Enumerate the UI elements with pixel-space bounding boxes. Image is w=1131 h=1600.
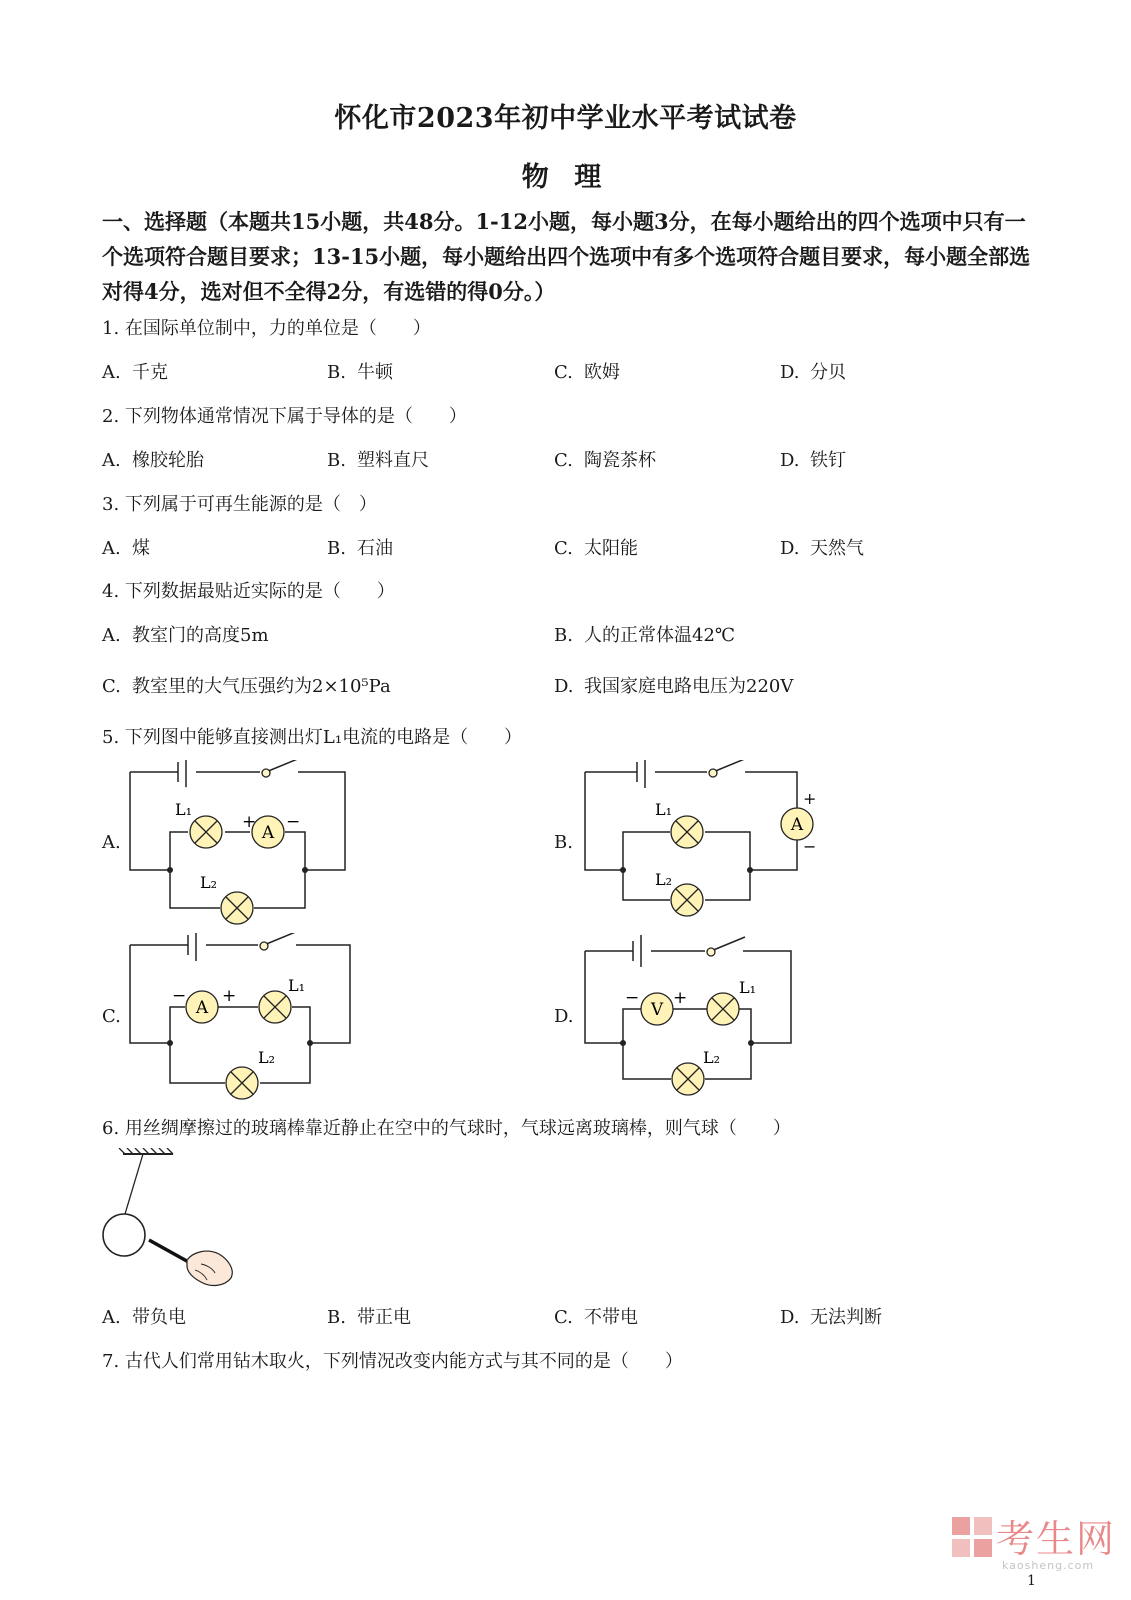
watermark-domain: kaosheng.com — [1002, 1559, 1095, 1572]
question-3-stem: 3. 下列属于可再生能源的是（ ） — [102, 494, 377, 515]
q5-option-b-label: B. — [554, 832, 573, 853]
label-l2: L₂ — [200, 873, 218, 892]
q3-option-a: A. 煤 — [102, 538, 150, 559]
label-l2: L₂ — [258, 1048, 276, 1067]
q2-option-d: D. 铁钉 — [780, 450, 846, 471]
svg-text:+: + — [673, 988, 688, 1008]
q1-option-d: D. 分贝 — [780, 362, 846, 383]
subject-title: 物 理 — [521, 162, 610, 193]
ammeter — [781, 808, 813, 840]
watermark — [950, 1508, 1116, 1572]
voltmeter — [641, 993, 673, 1025]
q3-option-c: C. 太阳能 — [554, 538, 638, 559]
question-4-stem: 4. 下列数据最贴近实际的是（ ） — [102, 581, 395, 602]
q5-option-d-label: D. — [554, 1006, 574, 1027]
q2-option-c: C. 陶瓷茶杯 — [554, 450, 656, 471]
q3-option-d: D. 天然气 — [780, 538, 864, 559]
svg-text:−: − — [172, 986, 187, 1006]
lamp-l2 — [226, 1067, 258, 1099]
circuit-diagram-d — [575, 933, 815, 1103]
q1-option-a: A. 千克 — [102, 362, 168, 383]
question-5-stem: 5. 下列图中能够直接测出灯L₁电流的电路是（ ） — [102, 727, 523, 748]
question-1-stem: 1. 在国际单位制中，力的单位是（ ） — [102, 318, 431, 339]
label-l2: L₂ — [655, 870, 673, 889]
label-l1: L₁ — [175, 800, 193, 819]
q2-option-a: A. 橡胶轮胎 — [102, 450, 204, 471]
q5-option-a-label: A. — [102, 832, 121, 853]
section-heading: 一、选择题（本题共15小题，共48分。1-12小题，每小题3分，在每小题给出的四个选项中只有一个选项符合题目要求；13-15小题，每小题给出四个选项中有多个选项符合题目要求，每小题全部选对得4分，选对但不全得2分，有选错的得0分。） — [102, 209, 1031, 304]
svg-text:+: + — [242, 812, 257, 832]
ammeter — [252, 816, 284, 848]
hand-icon — [187, 1251, 232, 1285]
svg-text:−: − — [803, 837, 817, 856]
question-2-stem: 2. 下列物体通常情况下属于导体的是（ ） — [102, 406, 467, 427]
circuit-diagram-a — [120, 760, 360, 930]
svg-text:+: + — [222, 986, 237, 1006]
svg-text:−: − — [625, 988, 640, 1008]
circuit-diagram-c — [120, 933, 360, 1103]
ammeter — [186, 991, 218, 1023]
string-line — [125, 1154, 143, 1214]
lamp-l1 — [190, 816, 222, 848]
q2-option-b: B. 塑料直尺 — [327, 450, 429, 471]
q4-option-c: C. 教室里的大气压强约为2×10⁵Pa — [102, 676, 391, 697]
label-l2: L₂ — [703, 1048, 721, 1067]
q6-option-d: D. 无法判断 — [780, 1307, 882, 1328]
lamp-l2 — [221, 892, 253, 924]
q1-option-b: B. 牛顿 — [327, 362, 393, 383]
balloon-glass-rod-figure — [95, 1148, 245, 1293]
circuit-diagram-b — [575, 760, 835, 930]
balloon-circle — [103, 1214, 145, 1256]
svg-text:V: V — [650, 1000, 664, 1020]
svg-text:+: + — [803, 789, 817, 808]
svg-text:A: A — [790, 815, 804, 835]
q5-option-c-label: C. — [102, 1006, 121, 1027]
svg-text:A: A — [261, 823, 275, 843]
question-7-stem: 7. 古代人们常用钻木取火，下列情况改变内能方式与其不同的是（ ） — [102, 1351, 683, 1372]
lamp-l1 — [707, 993, 739, 1025]
lamp-l1 — [671, 816, 703, 848]
svg-text:A: A — [195, 998, 209, 1018]
lamp-l2 — [671, 884, 703, 916]
q4-option-d: D. 我国家庭电路电压为220V — [554, 676, 794, 697]
q6-option-a: A. 带负电 — [102, 1307, 186, 1328]
watermark-text: 考生网 — [996, 1517, 1117, 1561]
q4-option-a: A. 教室门的高度5m — [102, 625, 269, 646]
label-l1: L₁ — [655, 800, 673, 819]
page-number: 1 — [1027, 1573, 1036, 1589]
label-l1: L₁ — [739, 978, 757, 997]
q6-option-b: B. 带正电 — [327, 1307, 411, 1328]
exam-title: 怀化市2023年初中学业水平考试试卷 — [334, 103, 797, 134]
watermark-logo-icon — [950, 1513, 996, 1559]
lamp-l2 — [672, 1063, 704, 1095]
lamp-l1 — [259, 991, 291, 1023]
label-l1: L₁ — [288, 976, 306, 995]
q6-option-c: C. 不带电 — [554, 1307, 638, 1328]
question-6-stem: 6. 用丝绸摩擦过的玻璃棒靠近静止在空中的气球时，气球远离玻璃棒，则气球（ ） — [102, 1118, 791, 1139]
svg-text:−: − — [286, 812, 301, 832]
q3-option-b: B. 石油 — [327, 538, 393, 559]
q1-option-c: C. 欧姆 — [554, 362, 620, 383]
q4-option-b: B. 人的正常体温42℃ — [554, 625, 736, 646]
